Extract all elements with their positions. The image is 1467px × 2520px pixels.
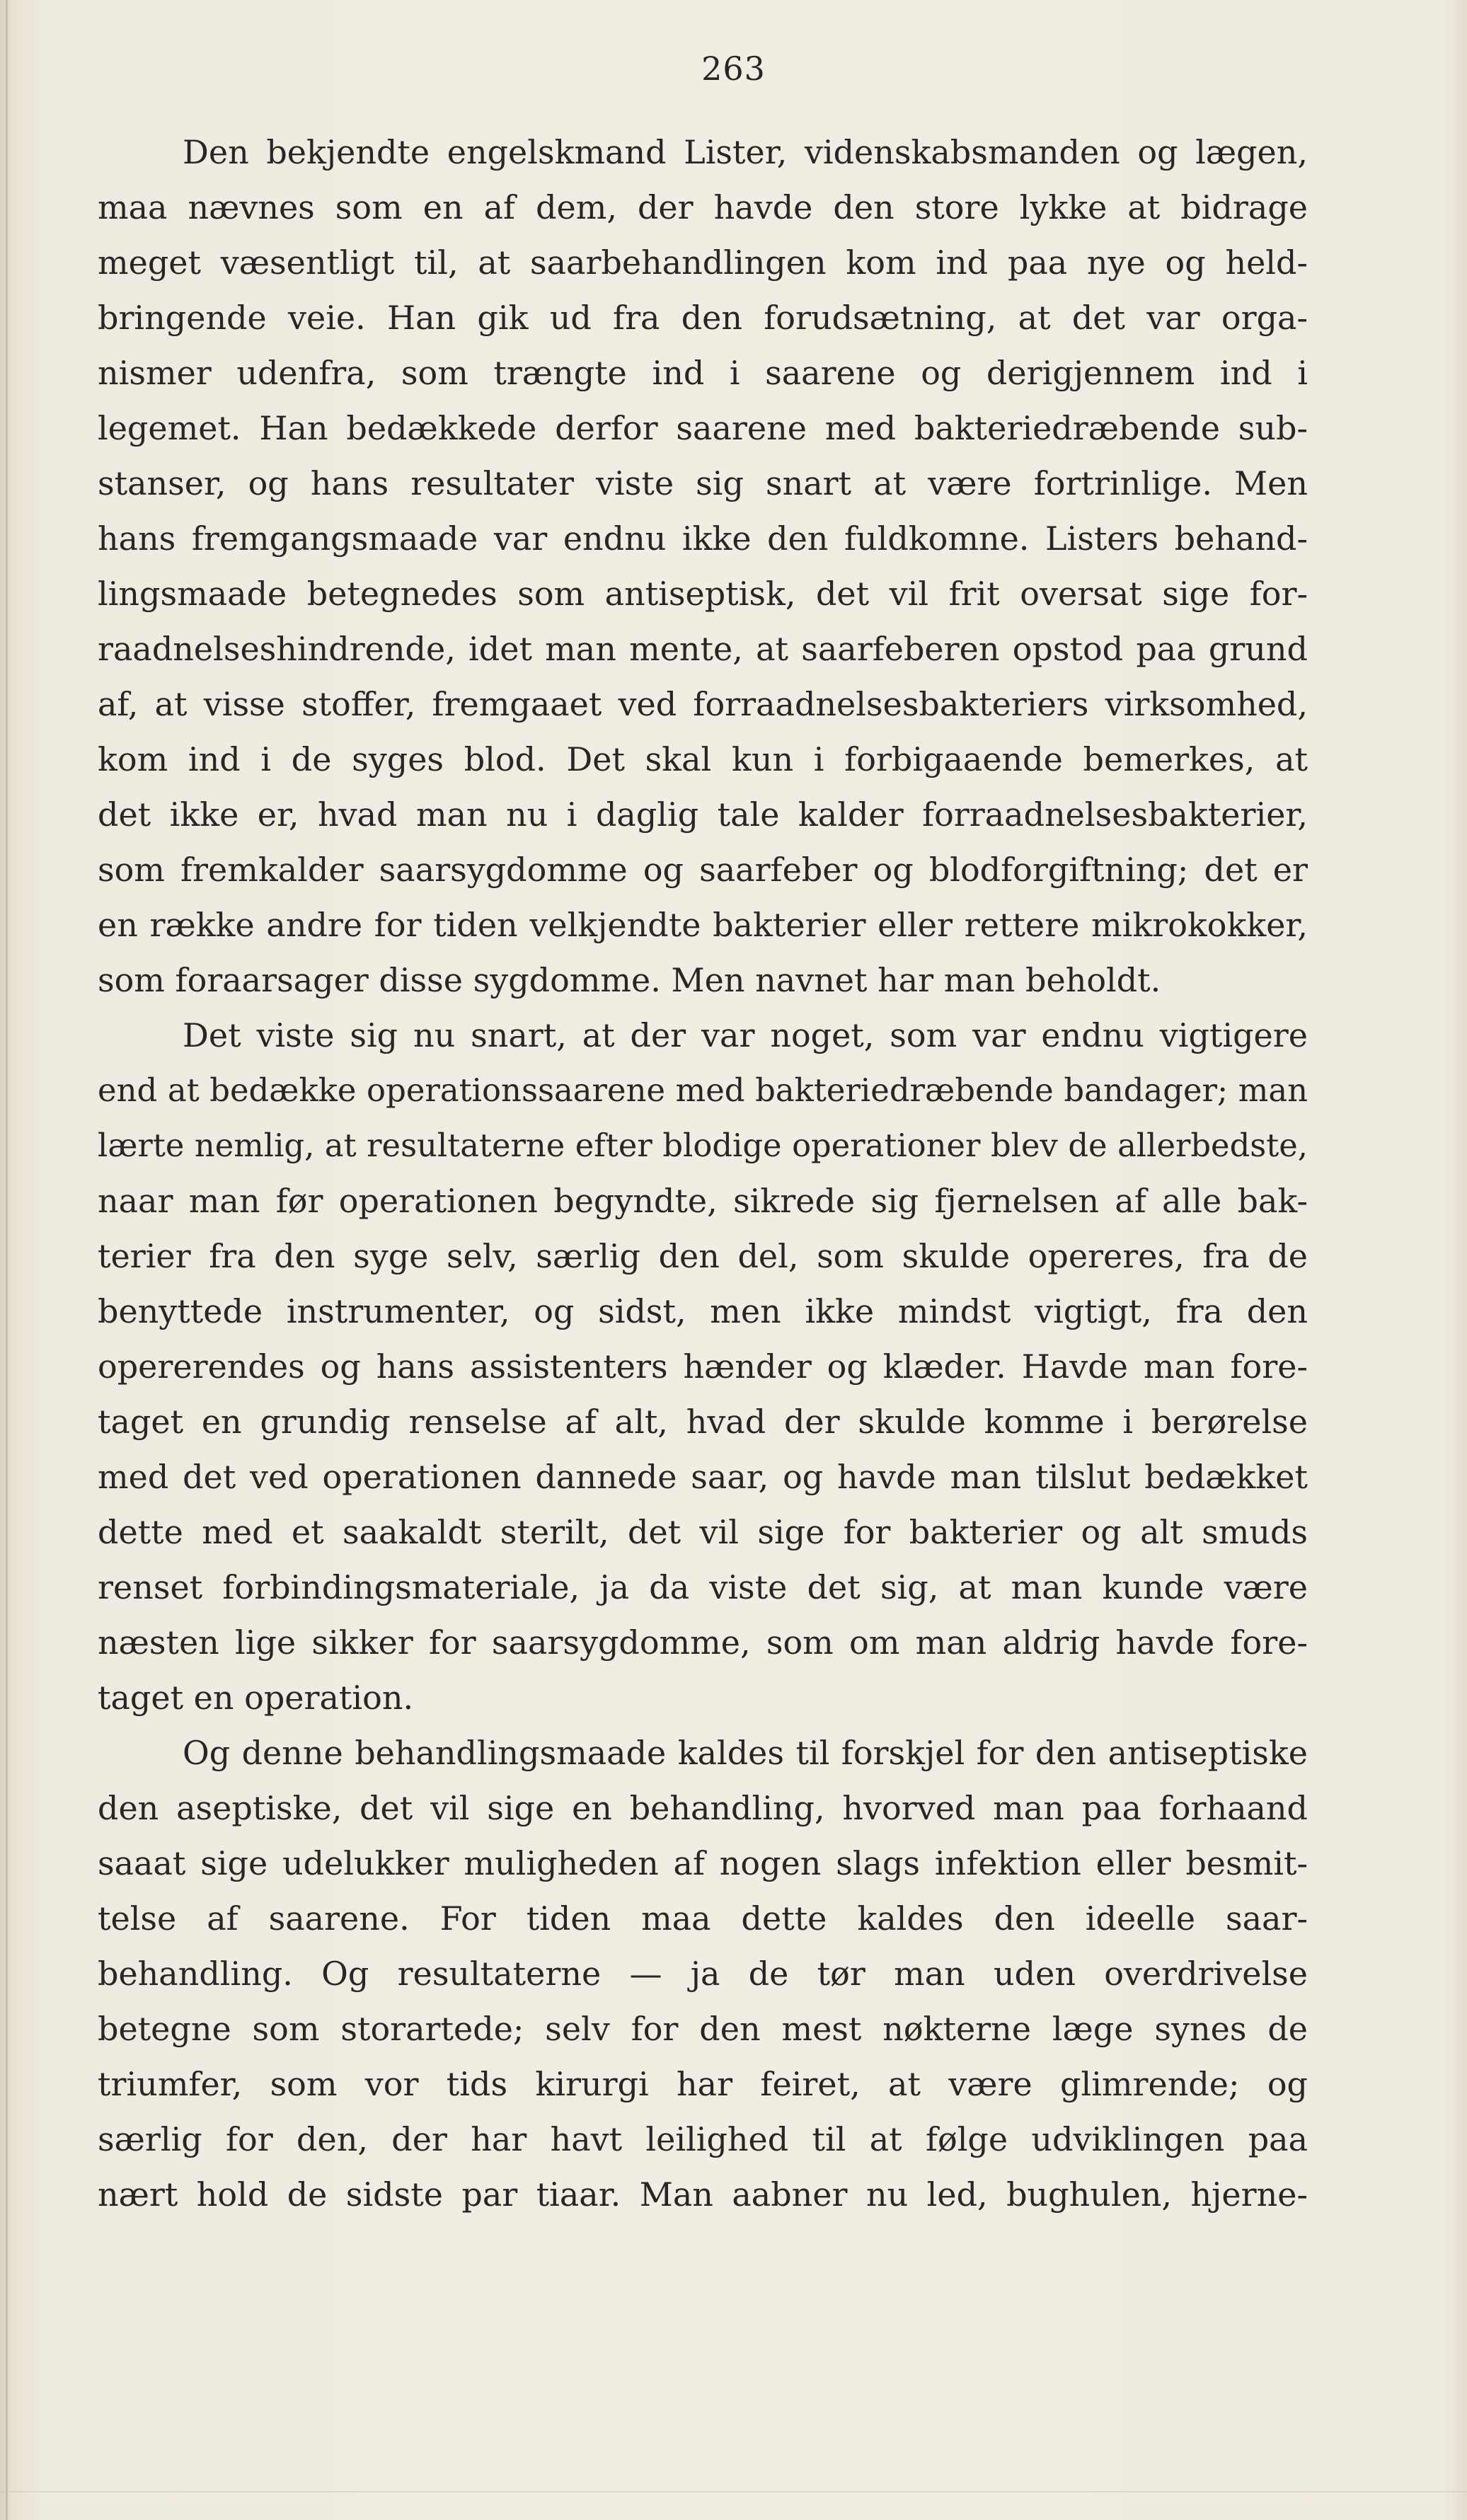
text-line: Og denne behandlingsmaade kaldes til forskjel for den antiseptiske — [183, 1734, 1308, 1772]
text-line: særlig for den, der har havt leilighed til at følge udviklingen paa — [98, 2120, 1308, 2158]
text-line: lærte nemlig, at resultaterne efter blodige operationer blev de allerbedste, — [98, 1127, 1308, 1164]
text-line: Det viste sig nu snart, at der var noget, som var endnu vigtigere — [183, 1016, 1308, 1054]
text-line: stanser, og hans resultater viste sig snart at være fortrinlige. Men — [98, 464, 1308, 502]
text-line: legemet. Han bedækkede derfor saarene med bakteriedræbende sub- — [98, 409, 1308, 447]
text-line: nært hold de sidste par tiaar. Man aabner nu led, bughulen, hjerne- — [98, 2175, 1308, 2214]
text-line: dette med et saakaldt sterilt, det vil sige for bakterier og alt smuds — [98, 1513, 1308, 1551]
text-line: terier fra den syge selv, særlig den del, som skulde opereres, fra de — [98, 1237, 1308, 1275]
text-line: næsten lige sikker for saarsygdomme, som om man aldrig havde fore- — [98, 1623, 1308, 1662]
page-bottom-edge — [0, 2491, 1467, 2492]
page-edge-shadow — [6, 0, 8, 2520]
text-line: Den bekjendte engelskmand Lister, videnskabsmanden og lægen, — [183, 133, 1308, 171]
text-line: opererendes og hans assistenters hænder og klæder. Havde man fore- — [98, 1347, 1308, 1386]
text-line: raadnelseshindrende, idet man mente, at saarfeberen opstod paa grund — [98, 630, 1308, 668]
text-line: som foraarsager disse sygdomme. Men navnet har man beholdt. — [98, 961, 1161, 999]
text-line: taget en grundig renselse af alt, hvad der skulde komme i berørelse — [98, 1403, 1308, 1441]
text-line: saaat sige udelukker muligheden af nogen slags infektion eller besmit- — [98, 1844, 1308, 1882]
text-line: taget en operation. — [98, 1679, 414, 1717]
text-line: triumfer, som vor tids kirurgi har feiret, at være glimrende; og — [98, 2065, 1308, 2103]
text-line: hans fremgangsmaade var endnu ikke den fuldkomne. Listers behand- — [98, 519, 1308, 558]
text-line: lingsmaade betegnedes som antiseptisk, det vil frit oversat sige for- — [98, 575, 1308, 613]
body-text — [98, 125, 1308, 2222]
text-line: nismer udenfra, som trængte ind i saarene og derigjennem ind i — [98, 354, 1308, 392]
text-line: det ikke er, hvad man nu i daglig tale kalder forraadnelsesbakterier, — [98, 795, 1308, 834]
text-line: end at bedække operationssaarene med bakteriedræbende bandager; man — [98, 1071, 1308, 1109]
text-line: kom ind i de syges blod. Det skal kun i forbigaaende bemerkes, at — [98, 740, 1308, 778]
text-line: bringende veie. Han gik ud fra den forudsætning, at det var orga- — [98, 299, 1308, 337]
text-line: en række andre for tiden velkjendte bakterier eller rettere mikrokokker, — [98, 906, 1308, 944]
text-line: naar man før operationen begyndte, sikrede sig fjernelsen af alle bak- — [98, 1182, 1308, 1220]
page-number: 263 — [701, 50, 766, 88]
text-line: den aseptiske, det vil sige en behandling, hvorved man paa forhaand — [98, 1789, 1308, 1827]
text-line: benyttede instrumenter, og sidst, men ikke mindst vigtigt, fra den — [98, 1292, 1308, 1330]
text-line: betegne som storartede; selv for den mest nøkterne læge synes de — [98, 2010, 1308, 2048]
text-line: renset forbindingsmateriale, ja da viste det sig, at man kunde være — [98, 1568, 1308, 1606]
text-line: af, at visse stoffer, fremgaaet ved forraadnelsesbakteriers virksomhed, — [98, 685, 1308, 723]
text-line: som fremkalder saarsygdomme og saarfeber og blodforgiftning; det er — [98, 851, 1308, 889]
text-line: meget væsentligt til, at saarbehandlingen kom ind paa nye og held- — [98, 243, 1308, 282]
text-line: med det ved operationen dannede saar, og havde man tilslut bedækket — [98, 1458, 1308, 1496]
text-line: behandling. Og resultaterne — ja de tør man uden overdrivelse — [98, 1955, 1308, 1993]
text-line: maa nævnes som en af dem, der havde den store lykke at bidrage — [98, 188, 1308, 226]
text-line: telse af saarene. For tiden maa dette kaldes den ideelle saar- — [98, 1899, 1308, 1938]
